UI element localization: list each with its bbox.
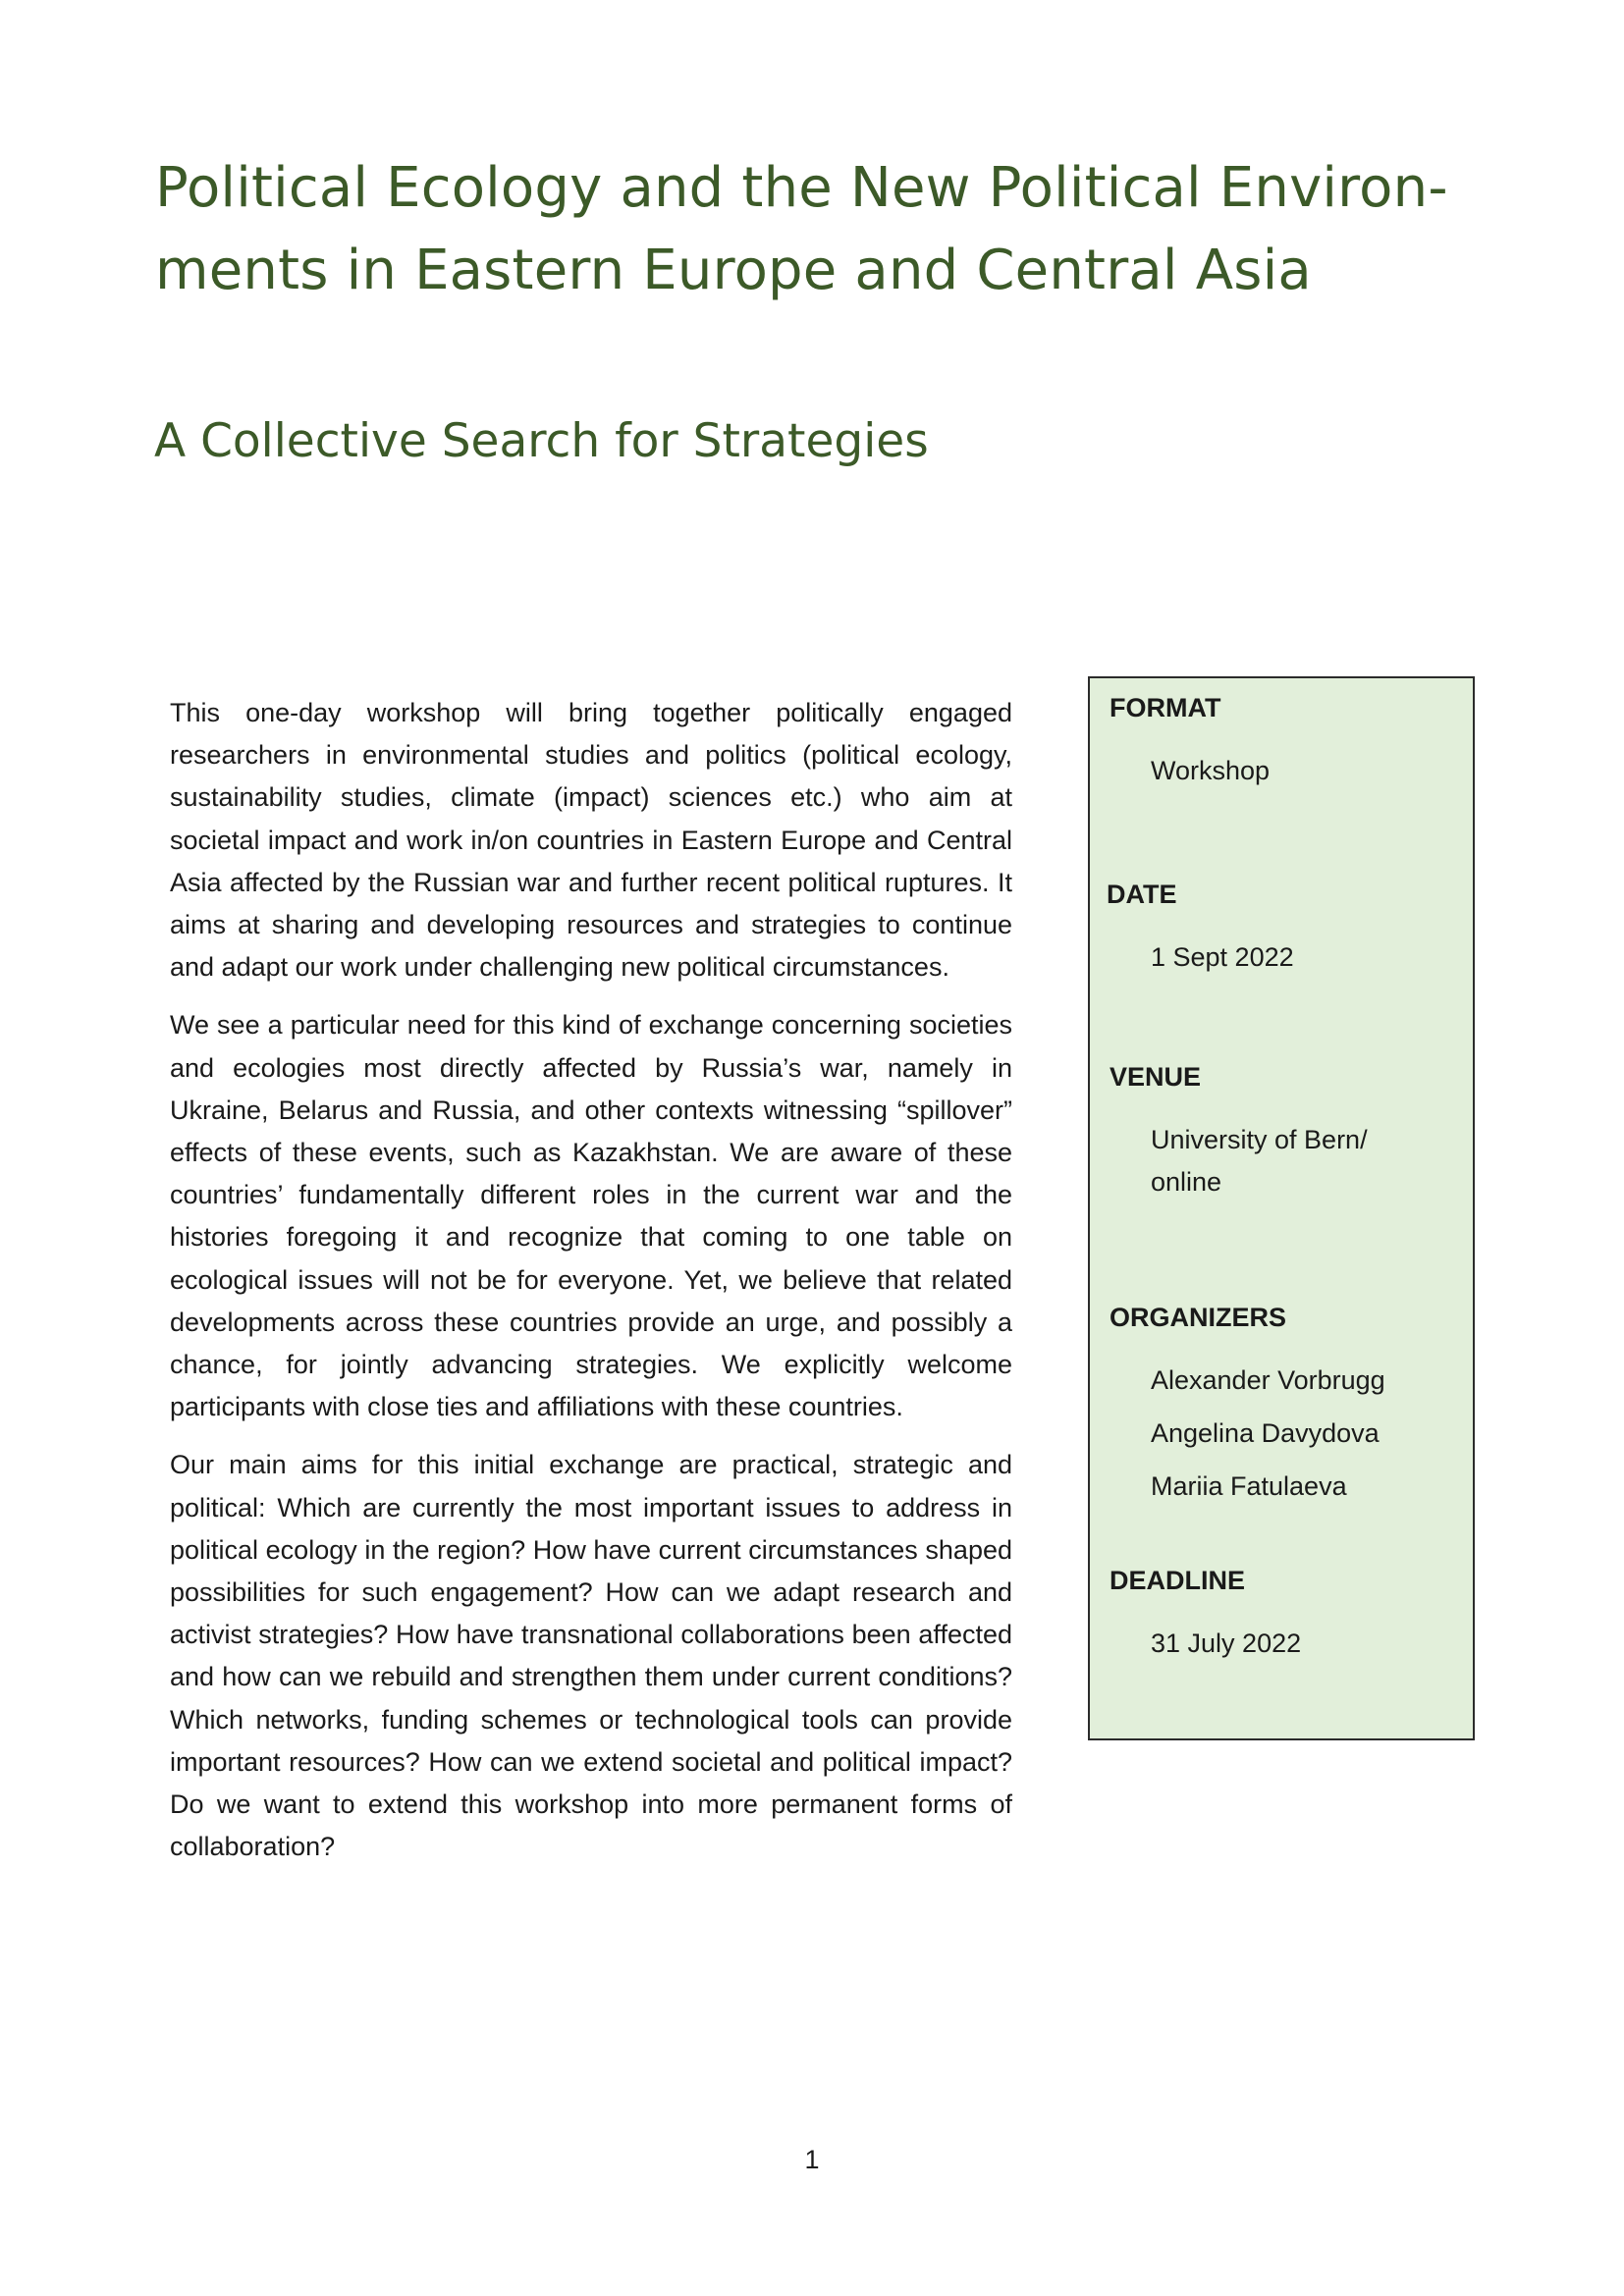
deadline-heading: DEADLINE	[1110, 1566, 1246, 1595]
event-info-sidebar	[1088, 676, 1475, 1740]
venue-value-line-2: online	[1151, 1167, 1222, 1197]
date-section	[1107, 878, 1460, 989]
organizer-name: Alexander Vorbrugg	[1151, 1365, 1385, 1395]
venue-values	[1110, 1119, 1463, 1203]
deadline-section	[1110, 1564, 1463, 1676]
date-heading: DATE	[1107, 880, 1177, 909]
body-text	[170, 692, 1012, 1884]
organizers-heading: ORGANIZERS	[1110, 1303, 1287, 1332]
organizers-values	[1110, 1360, 1463, 1508]
deadline-value: 31 July 2022	[1151, 1629, 1302, 1658]
document-title-line-1: Political Ecology and the New Political Environ-	[155, 156, 1448, 220]
venue-value-line-1: University of Bern/	[1151, 1125, 1368, 1154]
body-paragraph-2: We see a particular need for this kind of exchange concerning societies and ecologies most directly affected by Russia’s war, namely in Ukraine, Belarus and Russia, and other contexts witnessing “spillover” effects of these events, such as Kazakhstan. We are aware of these countries’ fundamentally different roles in the current war and the histories foregoing it and recognize that coming to one table on ecological issues will not be for everyone. Yet, we believe that related developments across these countries provide an urge, and possibly a chance, for jointly advancing strategies. We explicitly welcome participants with close ties and affiliations with these countries.	[170, 1010, 1012, 1422]
document-title	[155, 147, 1510, 312]
deadline-values	[1110, 1623, 1463, 1665]
organizer-name: Angelina Davydova	[1151, 1418, 1380, 1448]
date-values	[1107, 936, 1460, 979]
body-paragraph-3: Our main aims for this initial exchange are practical, strategic and political: Which are currently the most important issues to address in political ecology in the region? How have current circumstances shaped possibilities for such engagement? How can we adapt research and activist strategies? How have transnational collaborations been affected and how can we rebuild and strengthen them under current conditions? Which networks, funding schemes or technological tools can provide important resources? How can we extend societal and political impact? Do we want to extend this workshop into more permanent forms of collaboration?	[170, 1450, 1012, 1862]
page-number: 1	[804, 2145, 820, 2174]
venue-heading: VENUE	[1110, 1062, 1202, 1092]
venue-section	[1110, 1060, 1463, 1203]
document-title-line-2: ments in Eastern Europe and Central Asia	[155, 239, 1312, 302]
organizers-section	[1110, 1301, 1463, 1508]
organizer-name: Mariia Fatulaeva	[1151, 1471, 1347, 1501]
format-value: Workshop	[1151, 756, 1271, 785]
document-subtitle: A Collective Search for Strategies	[154, 414, 929, 468]
format-section	[1110, 691, 1463, 803]
format-values	[1110, 750, 1463, 792]
body-paragraph-1: This one-day workshop will bring together politically engaged researchers in environmental studies and politics (political ecology, sustainability studies, climate (impact) sciences etc.) who aim at societal impact and work in/on countries in Eastern Europe and Central Asia affected by the Russian war and further recent political ruptures. It aims at sharing and developing resources and strategies to continue and adapt our work under challenging new political circumstances.	[170, 698, 1012, 983]
format-heading: FORMAT	[1110, 693, 1221, 722]
date-value: 1 Sept 2022	[1151, 942, 1294, 972]
